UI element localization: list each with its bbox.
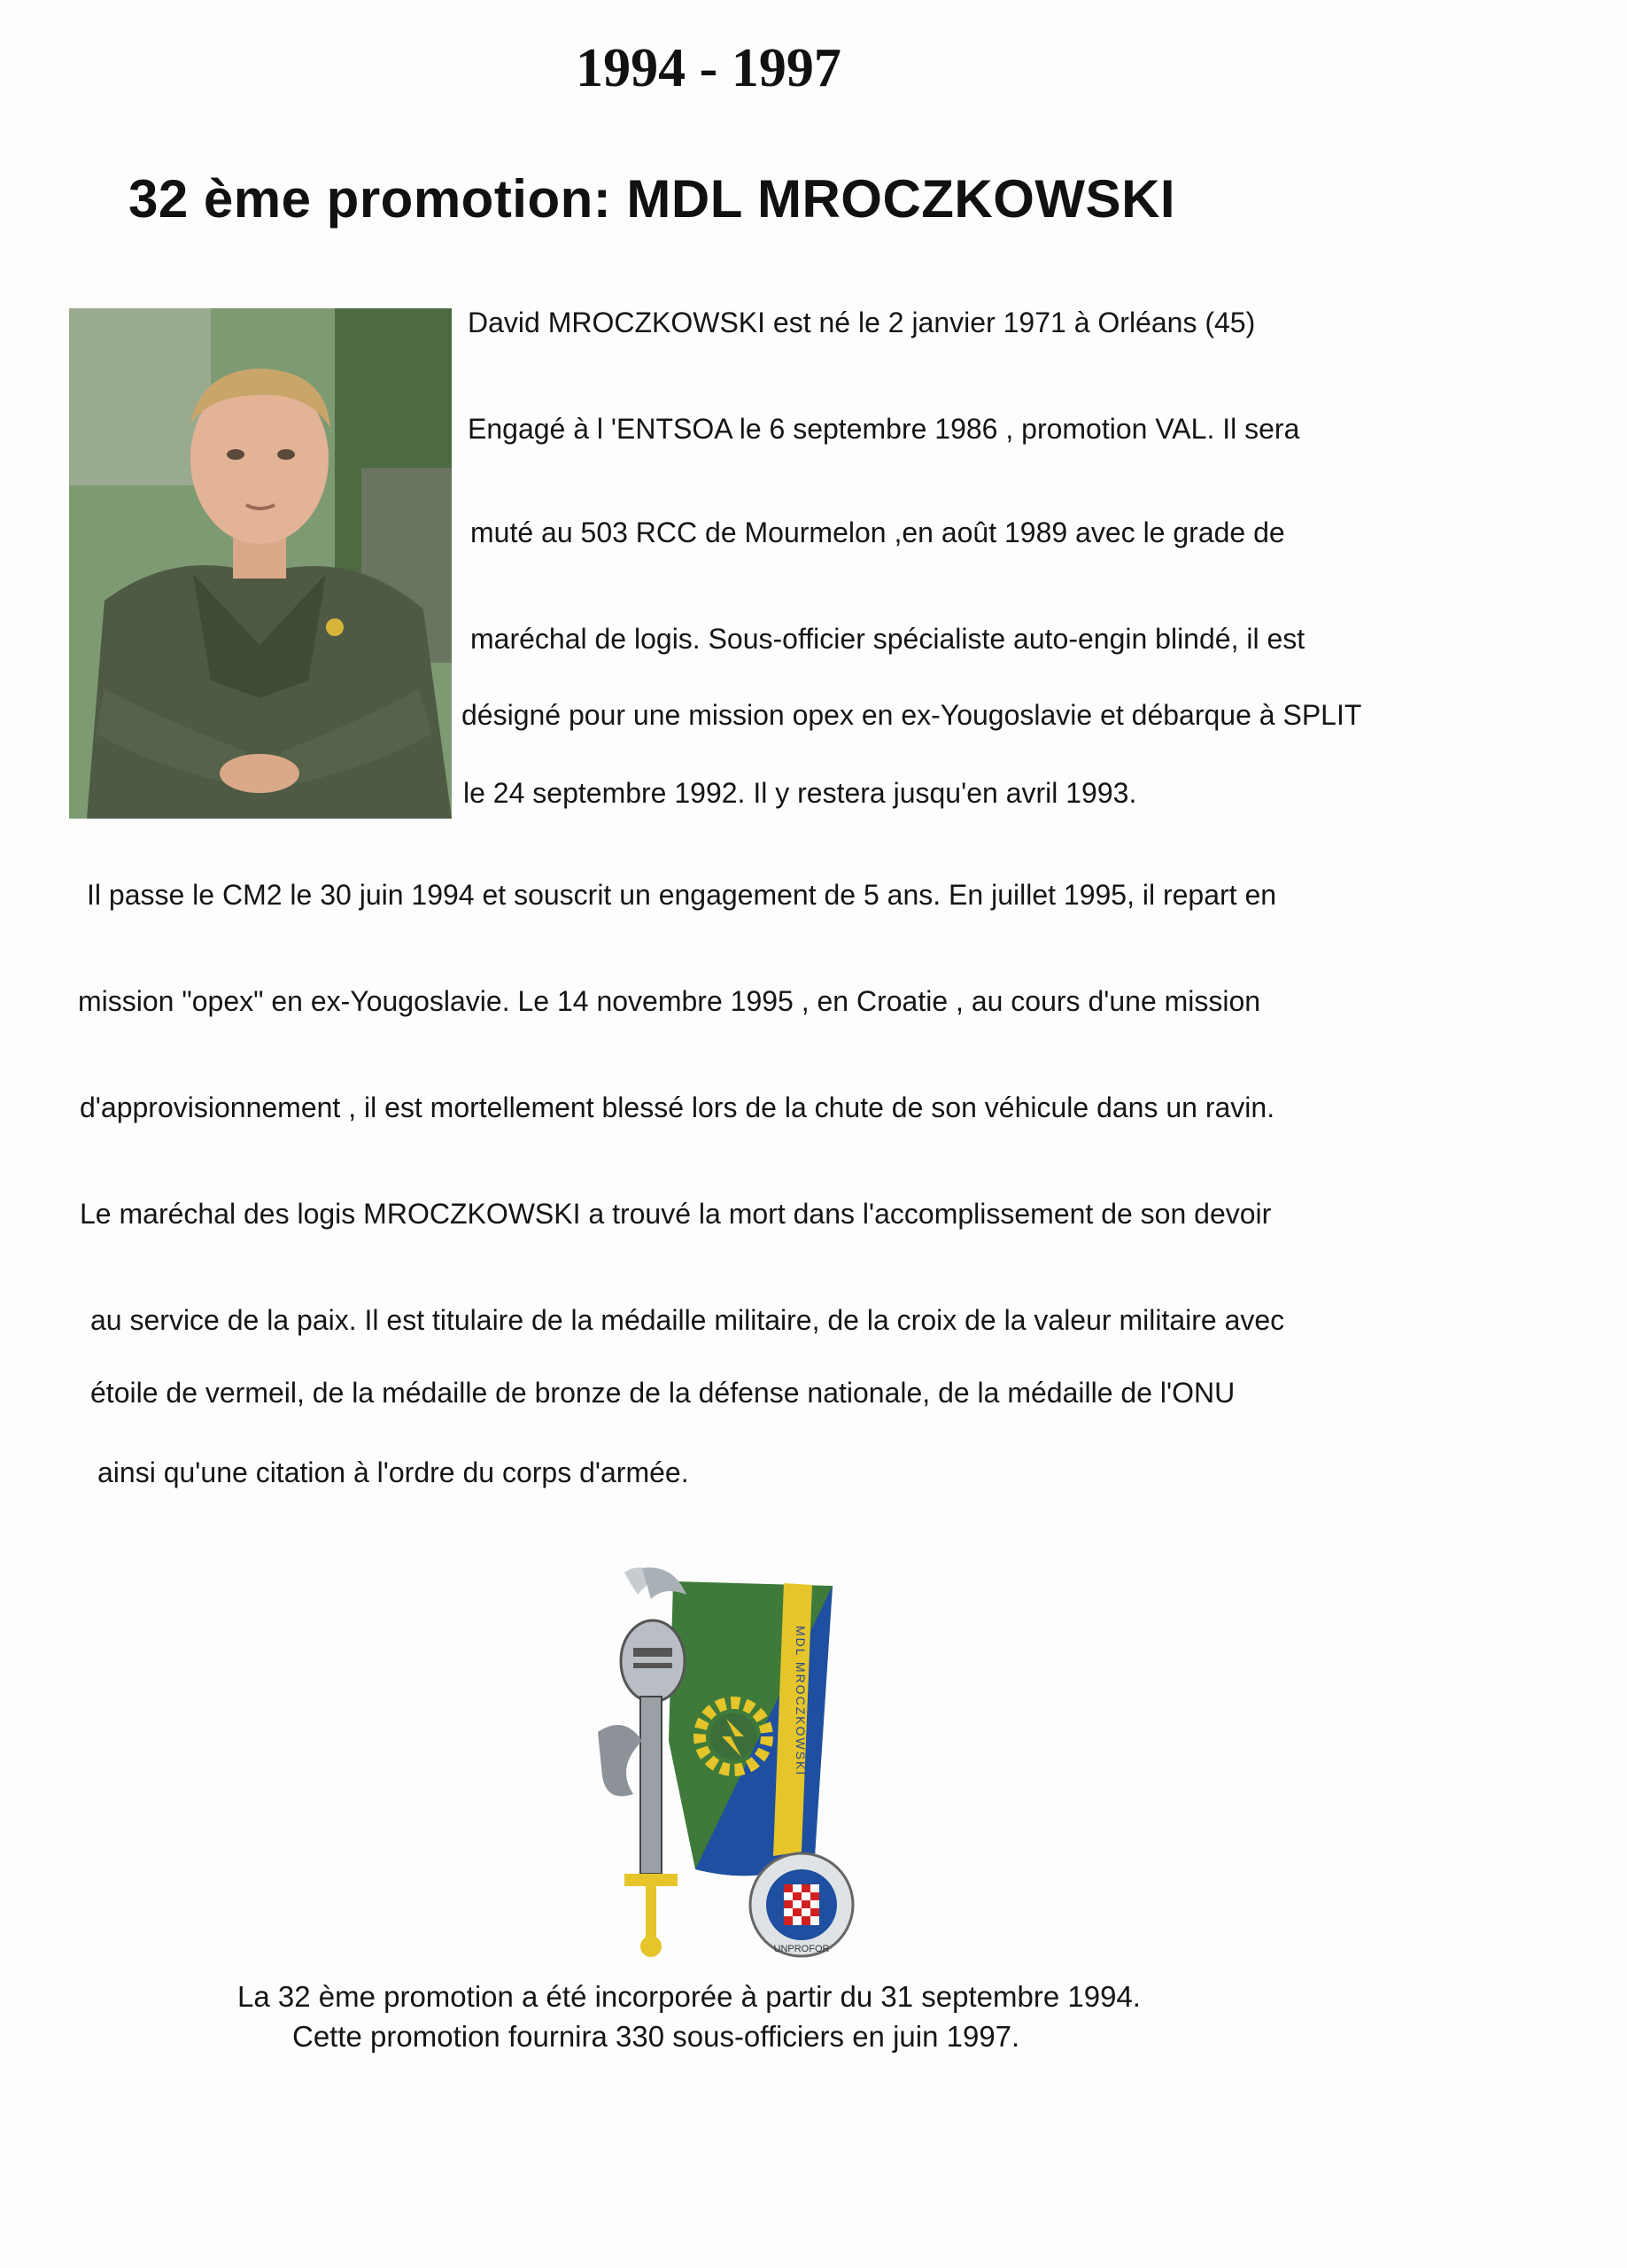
body-line-4: Le maréchal des logis MROCZKOWSKI a trouvé la mort dans l'accomplissement de son devoir [80,1198,1272,1230]
promotion-insignia [589,1564,881,1976]
insignia-band-text: MDL MROCZKOWSKI [794,1626,808,1777]
body-line-3: d'approvisionnement , il est mortellement blessé lors de la chute de son véhicule dans un ravin. [80,1091,1275,1123]
years-heading: 1994 - 1997 [576,38,841,98]
intro-line-4: maréchal de logis. Sous-officier spécialiste auto-engin blindé, il est [470,623,1305,655]
body-line-7: ainsi qu'une citation à l'ordre du corps d'armée. [97,1456,689,1488]
portrait-photo [69,308,452,819]
body-line-6: étoile de vermeil, de la médaille de bronze de la défense nationale, de la médaille de l'ONU [90,1377,1236,1409]
intro-line-1: David MROCZKOWSKI est né le 2 janvier 1971 à Orléans (45) [468,307,1256,338]
body-line-2: mission "opex" en ex-Yougoslavie. Le 14 novembre 1995 , en Croatie , au cours d'une mission [78,985,1261,1017]
sword-icon [640,1697,662,1874]
caption-line-1: La 32 ème promotion a été incorporée à partir du 31 septembre 1994. [237,1980,1141,2013]
insignia-illustration [589,1564,881,1976]
portrait-illustration [69,308,452,819]
intro-line-3: muté au 503 RCC de Mourmelon ,en août 1989 avec le grade de [470,517,1285,548]
helmet-icon [621,1620,685,1702]
promotion-title: 32 ème promotion: MDL MROCZKOWSKI [128,169,1176,229]
body-line-5: au service de la paix. Il est titulaire de la médaille militaire, de la croix de la valeur militaire avec [90,1304,1285,1336]
caption-line-2: Cette promotion fournira 330 sous-officiers en juin 1997. [292,2020,1020,2053]
intro-line-2: Engagé à l 'ENTSOA le 6 septembre 1986 , promotion VAL. Il sera [468,413,1300,445]
badge-text: UNPROFOR [773,1944,830,1954]
body-line-1: Il passe le CM2 le 30 juin 1994 et souscrit un engagement de 5 ans. En juillet 1995, il repart en [87,879,1277,911]
intro-line-6: le 24 septembre 1992. Il y restera jusqu'en avril 1993. [463,777,1137,809]
intro-line-5: désigné pour une mission opex en ex-Yougoslavie et débarque à SPLIT [461,699,1362,731]
